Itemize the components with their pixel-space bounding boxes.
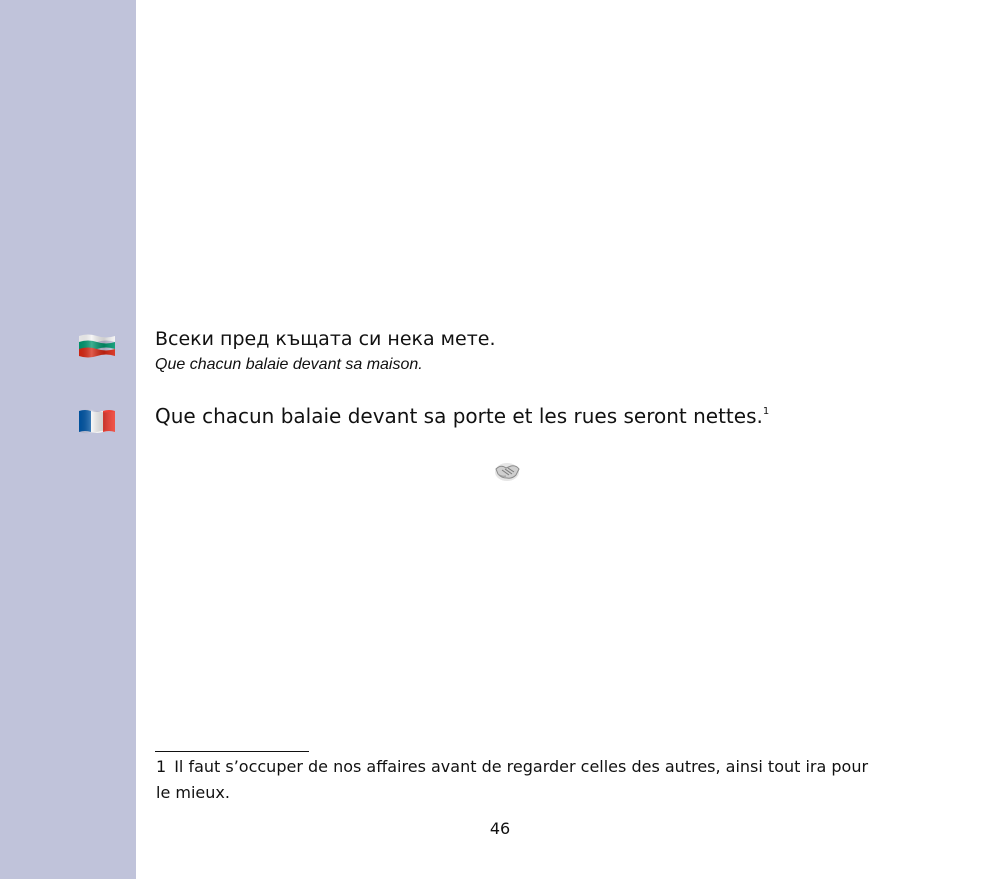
page-number: 46	[489, 819, 511, 838]
france-flag-icon	[78, 408, 116, 434]
footnote	[156, 754, 876, 806]
footnote-separator	[155, 751, 309, 752]
handshake-icon	[492, 456, 522, 486]
bulgaria-flag-icon	[78, 333, 116, 359]
footnote-reference[interactable]: 1	[762, 406, 770, 417]
footnote-number: 1	[156, 757, 167, 776]
bulgarian-proverb-translation: Que chacun balaie devant sa maison.	[155, 356, 423, 373]
left-sidebar-band	[0, 0, 136, 879]
french-proverb	[155, 404, 769, 428]
french-proverb-text: Que chacun balaie devant sa porte et les rues seront nettes.	[155, 404, 763, 428]
bulgarian-proverb: Всеки пред къщата си нека мете.	[155, 328, 496, 350]
footnote-text: Il faut s’occuper de nos affaires avant de regarder celles des autres, ainsi tout ira pour le mieux.	[156, 757, 869, 802]
